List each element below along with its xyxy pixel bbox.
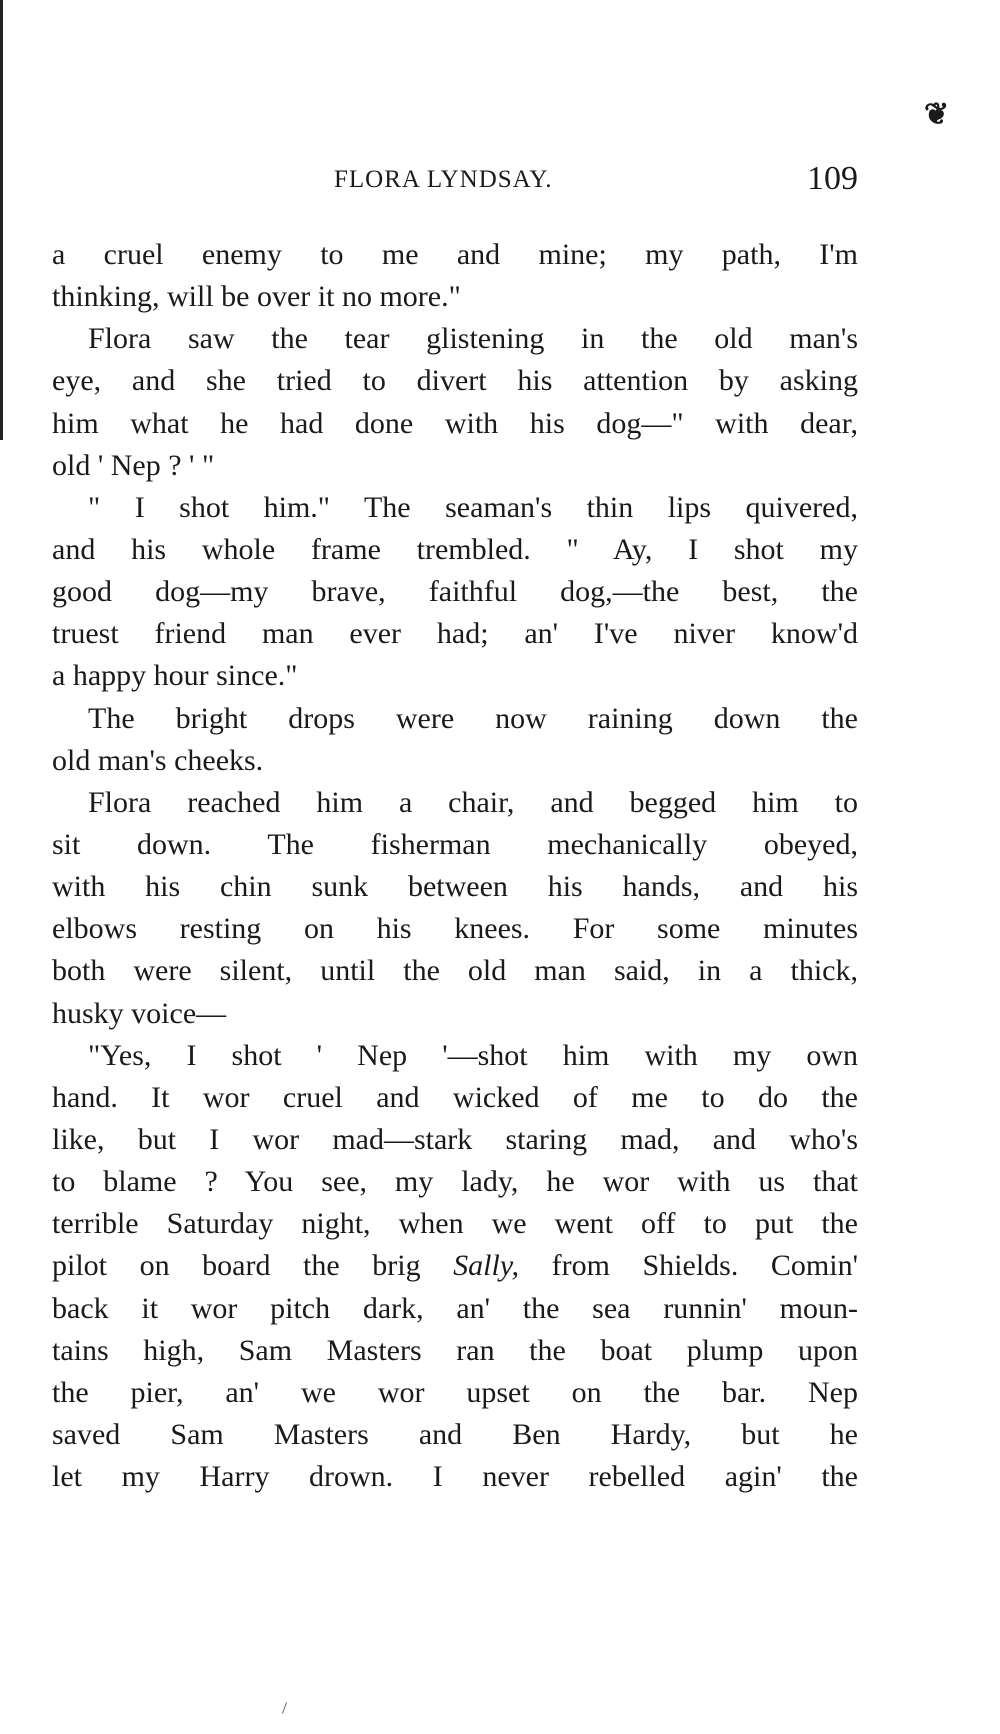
text-line: with his chin sunk between his hands, and his xyxy=(52,870,858,904)
text-line: back it wor pitch dark, an' the sea runnin' moun- xyxy=(52,1291,858,1325)
text-line: to blame ? You see, my lady, he wor with us that xyxy=(52,1165,858,1199)
page-header xyxy=(52,160,858,210)
text-line-with-italic xyxy=(52,1245,858,1287)
text-line: like, but I wor mad—stark staring mad, and who's xyxy=(52,1122,858,1156)
text-line: truest friend man ever had; an' I've niver know'd xyxy=(52,617,858,651)
text-line: good dog—my brave, faithful dog,—the best, the xyxy=(52,575,858,609)
text-line: The bright drops were now raining down the xyxy=(88,701,858,735)
text-line: let my Harry drown. I never rebelled agin' the xyxy=(52,1460,858,1494)
text-line: a cruel enemy to me and mine; my path, I'm xyxy=(52,238,858,271)
text-line: and his whole frame trembled. " Ay, I shot my xyxy=(52,532,858,566)
text-line: hand. It wor cruel and wicked of me to do the xyxy=(52,1080,858,1114)
text-line: tains high, Sam Masters ran the boat plump upon xyxy=(52,1333,858,1367)
corner-mark: ❦ xyxy=(924,98,950,131)
text-line: thinking, will be over it no more." xyxy=(52,280,461,314)
page-edge-rule xyxy=(0,0,3,440)
text-line: a happy hour since." xyxy=(52,659,298,693)
text-line: sit down. The fisherman mechanically obeyed, xyxy=(52,827,858,861)
text-line: both were silent, until the old man said, in a thick, xyxy=(52,954,858,988)
text-line: saved Sam Masters and Ben Hardy, but he xyxy=(52,1417,858,1451)
print-speck xyxy=(282,1702,287,1714)
text-line: old man's cheeks. xyxy=(52,743,264,777)
page-number: 109 xyxy=(807,160,858,197)
text-line: the pier, an' we wor upset on the bar. Nep xyxy=(52,1375,858,1409)
text-line: " I shot him." The seaman's thin lips quivered, xyxy=(88,490,858,524)
body-text xyxy=(52,234,858,1498)
text-segment: from Shields. Comin' xyxy=(519,1249,858,1283)
ship-name-italic: Sally, xyxy=(453,1249,520,1283)
text-line: Flora saw the tear glistening in the old man's xyxy=(88,322,858,356)
text-line: him what he had done with his dog—" with dear, xyxy=(52,406,858,440)
text-line: eye, and she tried to divert his attention by asking xyxy=(52,364,858,398)
text-line: elbows resting on his knees. For some minutes xyxy=(52,912,858,946)
text-line: terrible Saturday night, when we went off to put the xyxy=(52,1207,858,1241)
text-line: husky voice— xyxy=(52,996,227,1030)
text-segment: pilot on board the brig xyxy=(52,1249,454,1283)
text-line: Flora reached him a chair, and begged him to xyxy=(88,785,858,819)
text-line: old ' Nep ? ' " xyxy=(52,448,215,482)
text-line: "Yes, I shot ' Nep '—shot him with my own xyxy=(88,1038,858,1072)
running-title: FLORA LYNDSAY. xyxy=(334,166,553,193)
